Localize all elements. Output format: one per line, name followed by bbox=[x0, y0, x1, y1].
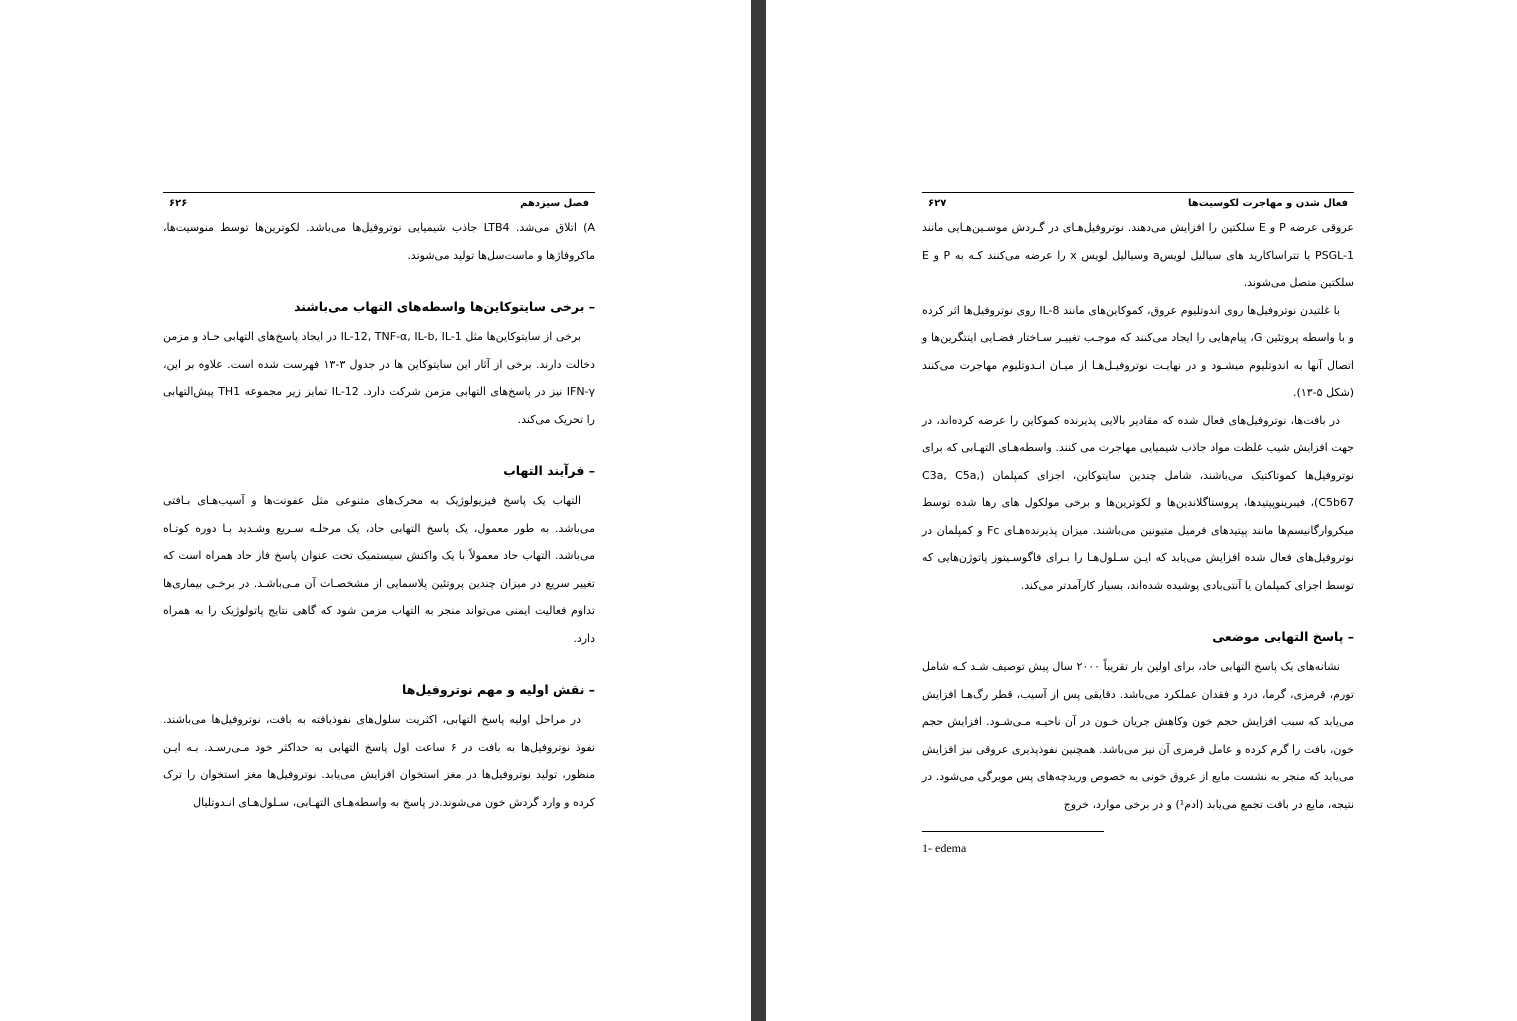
page-626 bbox=[0, 0, 751, 1021]
page-body bbox=[163, 214, 595, 816]
section-heading: – پاسخ التهابی موضعی bbox=[1212, 629, 1354, 644]
paragraph: نشانه‌های یک پاسخ التهابی حاد، برای اولین بار تقریباً ۲۰۰۰ سال پیش توصیف شـد کـه شامل تورم، قرمزی، گرما، درد و فقدان عملکرد می‌باشد. دقایقی پس از آسیب، قطر رگ‌هـا افزایش می‌یابد که سبب افزایش حجم خون وکاهش جریان خـون در آن ناحیـه مـی‌شـود. افزایش حجم خون، بافت را گرم کرده و عامل قرمزی آن نیز می‌باشد. همچنین نفوذپذیری عروقی نیز افزایش می‌یابد که منجر به نشست مایع از عروق خونی به خصوص وریدچه‌های پس مویرگی می‌شود. در نتیجه، مایع در بافت تجمع می‌یابد (ادم¹) و در برخی موارد، خروج bbox=[922, 660, 1354, 811]
footnote: 1- edema bbox=[922, 841, 967, 855]
paragraph: با غلتیدن نوتروفیل‌ها روی اندوتلیوم عروق، کموکاین‌های مانند IL-8 روی نوتروفیل‌ها اثر کرده و با واسطه پروتئین G، پیام‌هایی را ایجاد می‌کنند که موجـب تغییـر سـاختار فضـایی اینتگرین‌ها و اتصال آنها به اندوتلیوم میشـود و در نهایـت نوتروفیـل‌هـا از میـان انـدوتلیوم مهاجرت می‌کنند (شکل ۵-۱۳). bbox=[922, 303, 1354, 399]
header-title: فعال شدن و مهاجرت لکوسیت‌ها bbox=[1188, 197, 1348, 209]
page-627 bbox=[766, 0, 1517, 1021]
header-title: فصل سیزدهم bbox=[520, 197, 589, 209]
paragraph: برخی از سایتوکاین‌ها مثل IL-12, TNF-α, IL-b, IL-1 در ایجاد پاسخ‌های التهابی حـاد و مزمن دخالت دارند. برخی از آثار این سایتوکاین ها در جدول ۳-۱۳ فهرست شده است. علاوه بر این، IFN-γ نیز در پاسخ‌های التهابی مزمن شرکت دارد. IL-12 تمایز زیر مجموعه TH1 پیش‌التهابی را تحریک می‌کند. bbox=[163, 330, 596, 426]
section-heading: – برخی سایتوکاین‌ها واسطه‌های التهاب می‌باشند bbox=[294, 299, 595, 314]
paragraph: التهاب یک پاسخ فیزیولوژیک به محرک‌های متنوعی مثل عفونت‌ها و آسیب‌هـای بـافتی می‌باشد. به طور معمول، یک پاسخ التهابی حاد، یک مرحلـه سـریع وشـدید بـا دوره کوتـاه می‌باشد. التهاب حاد معمولاً با یک واکنش سیستمیک تحت عنوان پاسخ فاز حاد همراه است که تغییر سریع در میزان چندین پروتئین پلاسمایی از مشخصـات آن مـی‌باشـد. در برخـی بیماری‌ها تداوم فعالیت ایمنی می‌تواند منجر به التهاب مزمن شود که گاهی نتایج پاتولوژیک را به همراه دارد. bbox=[163, 494, 595, 645]
page-divider bbox=[751, 0, 766, 1021]
section-heading: – نقش اولیه و مهم نوتروفیل‌ها bbox=[402, 682, 595, 697]
page-body bbox=[922, 214, 1354, 818]
page-header bbox=[922, 192, 1354, 213]
paragraph: عروقی عرضه P و E سلکتین را افزایش می‌دهند. نوتروفیل‌هـای در گـردش موسـین‌هـایی مانند PSGL-1 یا تتراساکارید های سیالیل لویسa وسیالیل لویس x را عرضه می‌کنند کـه به P و E سلکتین متصل می‌شوند. bbox=[922, 221, 1355, 289]
page-number: ۶۲۶ bbox=[169, 197, 188, 209]
footnote-separator bbox=[922, 831, 1104, 832]
page-number: ۶۲۷ bbox=[928, 197, 947, 209]
paragraph: در مراحل اولیه پاسخ التهابی، اکثریت سلول‌های نفوذیافته به بافت، نوتروفیل‌ها می‌باشند. نفوذ نوتروفیل‌ها به بافت در ۶ ساعت اول پاسخ التهابی به حداکثر خود مـی‌رسـد. بـه ایـن منظور، تولید نوتروفیل‌ها در مغز استخوان افزایش می‌یابد. نوتروفیل‌ها مغز استخوان را ترک کرده و وارد گردش خون می‌شوند.در پاسخ به واسطه‌هـای التهـابی، سـلول‌هـای انـدوتلیال bbox=[163, 713, 595, 809]
page-header bbox=[163, 192, 595, 213]
paragraph: A) اتلاق می‌شد. LTB4 جاذب شیمیایی نوتروفیل‌ها می‌باشد. لکوترین‌ها توسط منوسیت‌ها، ماکروفاژها و ماست‌سل‌ها تولید می‌شوند. bbox=[163, 221, 595, 262]
section-heading: – فرآیند التهاب bbox=[503, 463, 595, 478]
paragraph: در بافت‌ها، نوتروفیل‌های فعال شده که مقادیر بالایی پذیرنده کموکاین را عرضه کرده‌اند، در جهت افزایش شیب غلظت مواد جاذب شیمیایی مهاجرت می کنند. واسطه‌هـای التهـابی که برای نوتروفیل‌ها کموتاکتیک می‌باشند، شامل چندین سایتوکاین، اجزای کمپلمان (C3a, C5a, C5b67)، فیبرینوپپتیدها، پروستاگلاندین‌ها و لکوترین‌ها و برخی مولکول های رها شده توسط میکروارگانیسم‌ها مانند پپتیدهای فرمیل متیونین می‌باشند. میزان پذیرنده‌هـای Fc و کمپلمان در نوتروفیل‌های فعال شده افزایش می‌یابد که ایـن سـلول‌هـا را بـرای فاگوسـیتوز پاتوژن‌هایی که توسط اجزای کمپلمان یا آنتی‌بادی پوشیده شده‌اند، بسیار کارآمدتر می‌کند. bbox=[922, 413, 1354, 592]
